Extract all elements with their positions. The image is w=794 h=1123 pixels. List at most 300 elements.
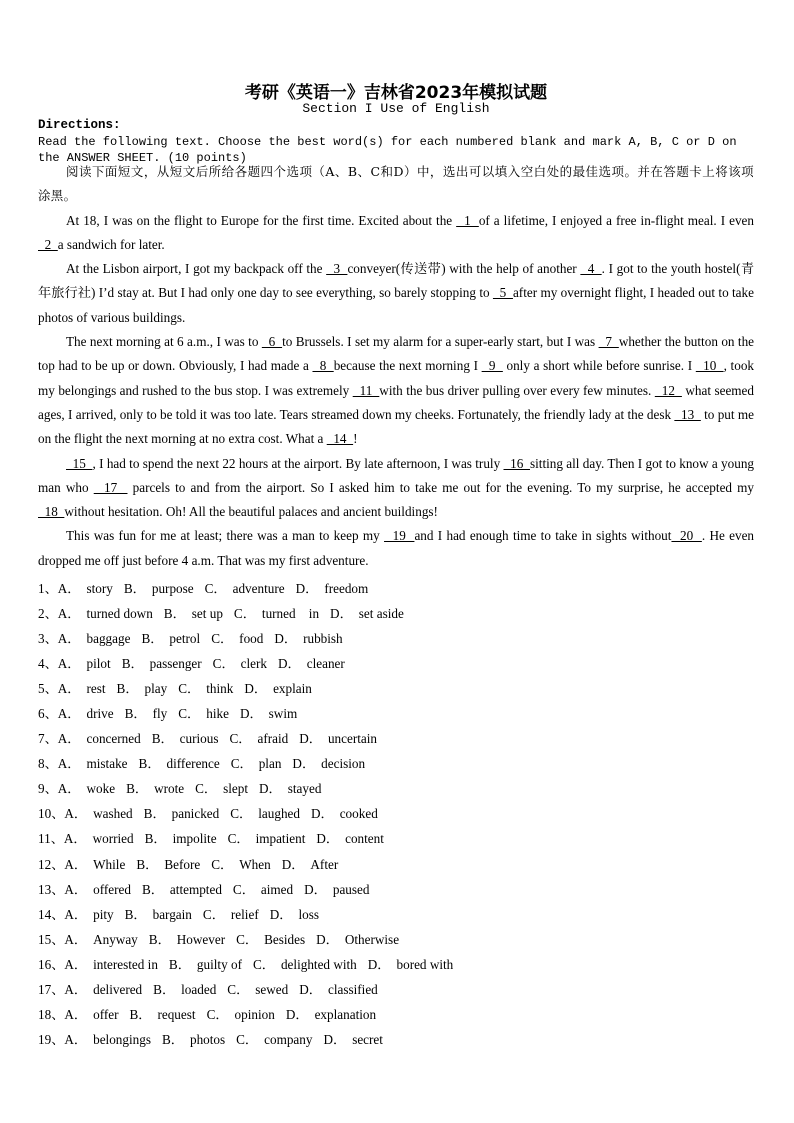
option-text: laughed bbox=[258, 806, 300, 822]
option-text: bargain bbox=[152, 906, 192, 922]
option-letter: B． bbox=[148, 931, 171, 947]
question-number: 4、 bbox=[38, 656, 58, 672]
option-text: offer bbox=[93, 1006, 119, 1022]
passage-text: , I had to spend the next 22 hours at the airport. By late afternoon, I was truly bbox=[92, 455, 504, 471]
option-letter: A． bbox=[57, 756, 81, 772]
option-letter: C． bbox=[212, 656, 235, 672]
passage-text: of a lifetime, I enjoyed a free in-flight meal. I even bbox=[478, 212, 755, 228]
answer-option[interactable] bbox=[299, 731, 377, 746]
option-text: difference bbox=[166, 756, 220, 772]
answer-option[interactable] bbox=[64, 857, 125, 872]
option-letter: C． bbox=[204, 581, 227, 596]
answer-option[interactable] bbox=[64, 957, 158, 972]
answer-option[interactable] bbox=[141, 631, 200, 646]
answer-option[interactable] bbox=[282, 857, 339, 872]
numbered-blank: 4 bbox=[580, 261, 602, 277]
option-text: When bbox=[239, 856, 271, 872]
option-letter: A． bbox=[57, 581, 81, 596]
question-number: 19、 bbox=[38, 1031, 65, 1047]
question-row bbox=[38, 701, 754, 726]
option-text: set aside bbox=[358, 606, 404, 622]
option-text: While bbox=[93, 856, 126, 872]
answer-option[interactable] bbox=[323, 1032, 382, 1047]
answer-option[interactable] bbox=[164, 606, 223, 621]
question-row bbox=[38, 726, 754, 751]
option-letter: A． bbox=[57, 656, 81, 672]
option-letter: C． bbox=[232, 881, 255, 897]
option-text: passenger bbox=[149, 656, 202, 672]
passage-text: , took my belongings and rushed to the bus stop. I was extremely bbox=[38, 358, 755, 398]
passage-text: what seemed ages, I arrived, only to be told it was too late. Tears streamed down my cheeks. Fortunately, the friendly lady at the desk bbox=[38, 382, 755, 422]
passage-text: with the bus driver pulling over every few minutes. bbox=[379, 382, 655, 398]
option-text: play bbox=[144, 681, 168, 697]
answer-option[interactable] bbox=[64, 982, 142, 997]
option-letter: B． bbox=[144, 831, 167, 847]
answer-option[interactable] bbox=[64, 932, 137, 947]
answer-option[interactable] bbox=[169, 957, 242, 972]
numbered-blank: 16 bbox=[503, 455, 530, 471]
question-options-list bbox=[38, 576, 754, 1052]
option-letter: D． bbox=[367, 956, 391, 972]
answer-option[interactable] bbox=[278, 656, 345, 671]
answer-option[interactable] bbox=[233, 882, 293, 897]
option-text: aimed bbox=[260, 881, 294, 897]
question-number: 10、 bbox=[38, 806, 65, 822]
option-text: purpose bbox=[151, 581, 194, 596]
answer-option[interactable] bbox=[125, 706, 168, 721]
option-letter: A． bbox=[63, 831, 87, 847]
option-letter: C． bbox=[236, 1031, 259, 1047]
question-row bbox=[38, 952, 754, 977]
passage-text: whether the button on the top had to be up or down. Obviously, I had made a bbox=[38, 334, 755, 374]
answer-option[interactable] bbox=[178, 706, 229, 721]
directions-chinese: 阅读下面短文，从短文后所给各题四个选项（A、B、C和D）中，选出可以填入空白处的最佳选项。并在答题卡上将该项涂黑。 bbox=[38, 164, 754, 204]
option-text: curious bbox=[179, 731, 219, 747]
option-text: impolite bbox=[172, 831, 217, 847]
answer-option[interactable] bbox=[58, 606, 153, 621]
answer-option[interactable] bbox=[259, 781, 321, 796]
option-text: petrol bbox=[169, 631, 201, 647]
answer-option[interactable] bbox=[296, 581, 369, 596]
option-letter: D． bbox=[330, 606, 353, 622]
option-text: delighted with bbox=[280, 956, 357, 972]
option-text: bored with bbox=[396, 956, 454, 972]
option-letter: D． bbox=[239, 706, 263, 722]
answer-option[interactable] bbox=[213, 656, 267, 671]
passage-text: The next morning at 6 a.m., I was to bbox=[66, 334, 262, 350]
numbered-blank: 3 bbox=[326, 261, 348, 277]
option-letter: A． bbox=[64, 956, 88, 972]
option-letter: B． bbox=[141, 881, 164, 897]
option-text: turned in bbox=[261, 606, 320, 622]
option-text: secret bbox=[352, 1031, 383, 1047]
directions-label: Directions: bbox=[38, 118, 121, 132]
passage-text: At 18, I was on the flight to Europe for the first time. Excited about the bbox=[66, 212, 457, 228]
passage-text: At the Lisbon airport, I got my backpack off the bbox=[66, 261, 327, 277]
answer-option[interactable] bbox=[64, 1007, 118, 1022]
option-text: story bbox=[86, 581, 113, 596]
option-letter: D． bbox=[274, 631, 298, 647]
answer-option[interactable] bbox=[58, 706, 114, 721]
option-text: pilot bbox=[86, 656, 111, 672]
directions-text: Read the following text. Choose the best word(s) for each numbered blank and mark A, B, C or D on the ANSWER SHEET. (10 points) bbox=[38, 135, 737, 165]
passage-text: . I got to the youth hostel(青年旅行社) I’d stay at. But I had only one day to see everything, so barely stopping to bbox=[38, 261, 755, 301]
option-text: uncertain bbox=[327, 731, 378, 747]
option-letter: A． bbox=[57, 706, 81, 722]
option-text: wrote bbox=[154, 781, 185, 797]
answer-option[interactable] bbox=[228, 831, 306, 846]
option-letter: A． bbox=[57, 781, 81, 797]
option-letter: C． bbox=[227, 831, 250, 847]
option-letter: B． bbox=[126, 781, 149, 797]
option-text: offered bbox=[93, 881, 131, 897]
option-text: baggage bbox=[86, 631, 131, 647]
option-text: guilty of bbox=[196, 956, 242, 972]
answer-option[interactable] bbox=[195, 781, 248, 796]
question-number: 1、 bbox=[38, 581, 58, 596]
option-letter: C． bbox=[230, 806, 253, 822]
option-letter: D． bbox=[295, 581, 319, 596]
option-text: sewed bbox=[255, 981, 289, 997]
option-text: mistake bbox=[86, 756, 128, 772]
option-text: cleaner bbox=[306, 656, 345, 672]
passage-paragraph bbox=[38, 330, 754, 451]
answer-option[interactable] bbox=[64, 806, 132, 821]
answer-option[interactable] bbox=[244, 681, 312, 696]
answer-option[interactable] bbox=[153, 982, 216, 997]
answer-option[interactable] bbox=[145, 831, 217, 846]
answer-option[interactable] bbox=[58, 656, 111, 671]
answer-option[interactable] bbox=[207, 1007, 275, 1022]
option-letter: A． bbox=[57, 731, 81, 747]
answer-option[interactable] bbox=[230, 806, 300, 821]
question-number: 2、 bbox=[38, 606, 58, 622]
section-subtitle: Section I Use of English bbox=[302, 101, 490, 116]
option-letter: C． bbox=[227, 981, 250, 997]
option-letter: C． bbox=[211, 856, 234, 872]
passage-text: This was fun for me at least; there was a man to keep my bbox=[66, 528, 385, 544]
numbered-blank: 12 bbox=[654, 382, 682, 398]
option-text: loaded bbox=[181, 981, 217, 997]
option-letter: C． bbox=[178, 706, 201, 722]
passage-text: only a short while before sunrise. I bbox=[502, 358, 696, 374]
option-letter: B． bbox=[136, 856, 159, 872]
option-letter: B． bbox=[124, 906, 147, 922]
option-letter: D． bbox=[316, 931, 339, 947]
option-text: panicked bbox=[171, 806, 220, 822]
option-letter: A． bbox=[57, 631, 81, 647]
option-letter: B． bbox=[141, 631, 164, 647]
answer-option[interactable] bbox=[126, 781, 184, 796]
passage-text: a sandwich for later. bbox=[57, 236, 165, 252]
option-letter: D． bbox=[310, 806, 334, 822]
passage-paragraph bbox=[38, 524, 754, 573]
numbered-blank: 13 bbox=[674, 406, 701, 422]
numbered-blank: 2 bbox=[38, 236, 58, 252]
option-letter: D． bbox=[259, 781, 282, 797]
question-row bbox=[38, 651, 754, 676]
option-text: afraid bbox=[257, 731, 289, 747]
answer-option[interactable] bbox=[129, 1007, 195, 1022]
answer-option[interactable] bbox=[286, 1007, 376, 1022]
numbered-blank: 19 bbox=[384, 528, 415, 544]
option-letter: D． bbox=[281, 856, 305, 872]
option-letter: A． bbox=[64, 906, 88, 922]
numbered-blank: 17 bbox=[93, 479, 128, 495]
passage-text: parcels to and from the airport. So I asked him to take me out for the evening. To my surprise, he accepted my bbox=[127, 479, 755, 495]
option-letter: A． bbox=[64, 856, 88, 872]
option-letter: C． bbox=[229, 731, 252, 747]
answer-option[interactable] bbox=[316, 932, 399, 947]
passage-paragraph bbox=[38, 257, 754, 330]
option-letter: B． bbox=[161, 1031, 184, 1047]
option-text: explain bbox=[273, 681, 312, 697]
option-text: decision bbox=[321, 756, 366, 772]
answer-option[interactable] bbox=[122, 656, 202, 671]
option-letter: C． bbox=[236, 931, 259, 947]
option-letter: D． bbox=[278, 656, 301, 672]
option-text: drive bbox=[86, 706, 114, 722]
question-row bbox=[38, 576, 754, 601]
option-text: pity bbox=[93, 906, 114, 922]
option-letter: A． bbox=[64, 931, 88, 947]
option-letter: B． bbox=[163, 606, 186, 622]
option-letter: A． bbox=[64, 981, 88, 997]
option-letter: A． bbox=[64, 1006, 88, 1022]
question-row bbox=[38, 877, 754, 902]
answer-option[interactable] bbox=[236, 1032, 312, 1047]
option-text: hike bbox=[206, 706, 229, 722]
numbered-blank: 5 bbox=[492, 285, 513, 301]
option-text: stayed bbox=[287, 781, 322, 797]
option-text: request bbox=[157, 1006, 196, 1022]
answer-option[interactable] bbox=[234, 606, 319, 621]
answer-option[interactable] bbox=[117, 681, 168, 696]
answer-option[interactable] bbox=[162, 1032, 225, 1047]
passage-text: conveyer(传送带) with the help of another bbox=[347, 261, 581, 277]
answer-option[interactable] bbox=[311, 806, 378, 821]
answer-option[interactable] bbox=[205, 581, 285, 596]
question-number: 14、 bbox=[38, 906, 65, 922]
numbered-blank: 15 bbox=[66, 455, 93, 471]
option-letter: C． bbox=[233, 606, 256, 622]
answer-option[interactable] bbox=[304, 882, 369, 897]
answer-option[interactable] bbox=[149, 932, 225, 947]
numbered-blank: 8 bbox=[312, 358, 334, 374]
passage-text: and I had enough time to take in sights without bbox=[414, 528, 672, 544]
question-row bbox=[38, 852, 754, 877]
option-text: food bbox=[239, 631, 264, 647]
question-row bbox=[38, 826, 754, 851]
option-text: cooked bbox=[339, 806, 378, 822]
answer-option[interactable] bbox=[316, 831, 384, 846]
option-text: After bbox=[310, 856, 339, 872]
answer-option[interactable] bbox=[240, 706, 297, 721]
numbered-blank: 20 bbox=[671, 528, 702, 544]
question-row bbox=[38, 927, 754, 952]
answer-option[interactable] bbox=[58, 731, 141, 746]
answer-option[interactable] bbox=[64, 882, 131, 897]
option-letter: B． bbox=[121, 656, 144, 672]
answer-option[interactable] bbox=[58, 781, 115, 796]
option-letter: D． bbox=[304, 881, 327, 897]
option-letter: C． bbox=[202, 906, 225, 922]
answer-option[interactable] bbox=[58, 631, 131, 646]
option-text: think bbox=[206, 681, 234, 697]
option-text: turned down bbox=[86, 606, 153, 622]
question-number: 9、 bbox=[38, 781, 58, 797]
question-row bbox=[38, 601, 754, 626]
option-letter: A． bbox=[57, 681, 81, 697]
answer-option[interactable] bbox=[64, 907, 113, 922]
question-number: 15、 bbox=[38, 931, 65, 947]
option-text: impatient bbox=[255, 831, 306, 847]
question-row bbox=[38, 751, 754, 776]
answer-option[interactable] bbox=[211, 631, 263, 646]
option-letter: D． bbox=[299, 731, 322, 747]
option-letter: B． bbox=[129, 1006, 152, 1022]
question-row bbox=[38, 977, 754, 1002]
answer-option[interactable] bbox=[136, 857, 200, 872]
option-text: Otherwise bbox=[344, 931, 400, 947]
option-text: set up bbox=[191, 606, 223, 622]
answer-option[interactable] bbox=[227, 982, 288, 997]
option-text: explanation bbox=[314, 1006, 377, 1022]
option-text: classified bbox=[327, 981, 378, 997]
option-text: loss bbox=[298, 906, 319, 922]
option-text: rubbish bbox=[303, 631, 343, 647]
option-text: freedom bbox=[324, 581, 369, 596]
option-text: washed bbox=[93, 806, 133, 822]
option-text: Besides bbox=[264, 931, 306, 947]
answer-option[interactable] bbox=[231, 756, 282, 771]
answer-option[interactable] bbox=[330, 606, 404, 621]
option-letter: D． bbox=[292, 756, 316, 772]
answer-option[interactable] bbox=[203, 907, 259, 922]
question-row bbox=[38, 801, 754, 826]
question-number: 5、 bbox=[38, 681, 58, 697]
answer-option[interactable] bbox=[274, 631, 342, 646]
option-letter: C． bbox=[195, 781, 218, 797]
question-number: 6、 bbox=[38, 706, 58, 722]
option-letter: B． bbox=[138, 756, 161, 772]
question-number: 18、 bbox=[38, 1006, 65, 1022]
question-number: 16、 bbox=[38, 956, 65, 972]
option-text: company bbox=[264, 1031, 313, 1047]
answer-option[interactable] bbox=[236, 932, 305, 947]
answer-option[interactable] bbox=[253, 957, 357, 972]
option-text: photos bbox=[189, 1031, 226, 1047]
numbered-blank: 14 bbox=[326, 431, 354, 447]
answer-option[interactable] bbox=[58, 581, 113, 596]
option-letter: D． bbox=[299, 981, 322, 997]
option-letter: A． bbox=[64, 806, 88, 822]
answer-option[interactable] bbox=[64, 831, 134, 846]
option-letter: A． bbox=[64, 1031, 88, 1047]
option-text: belongings bbox=[93, 1031, 151, 1047]
option-text: opinion bbox=[234, 1006, 275, 1022]
option-letter: B． bbox=[143, 806, 166, 822]
answer-option[interactable] bbox=[178, 681, 233, 696]
option-letter: B． bbox=[123, 581, 146, 596]
passage-text: ! bbox=[353, 431, 358, 447]
answer-option[interactable] bbox=[64, 1032, 151, 1047]
passage-text: because the next morning I bbox=[333, 358, 482, 374]
option-text: fly bbox=[152, 706, 168, 722]
cloze-passage bbox=[38, 160, 754, 573]
answer-option[interactable] bbox=[58, 681, 106, 696]
passage-body bbox=[38, 209, 754, 573]
passage-text: . He even dropped me off just before 4 a.m. That was my first adventure. bbox=[38, 528, 755, 568]
option-letter: B． bbox=[153, 981, 176, 997]
question-row bbox=[38, 776, 754, 801]
option-text: worried bbox=[92, 831, 134, 847]
passage-text: after my overnight flight, I headed out to take photos of various buildings. bbox=[38, 285, 754, 325]
option-letter: A． bbox=[64, 881, 88, 897]
answer-option[interactable] bbox=[230, 731, 289, 746]
option-text: paused bbox=[332, 881, 370, 897]
numbered-blank: 7 bbox=[598, 334, 619, 350]
numbered-blank: 9 bbox=[481, 358, 503, 374]
page-title: 考研《英语一》吉林省2023年模拟试题 bbox=[244, 83, 548, 103]
numbered-blank: 10 bbox=[695, 358, 724, 374]
question-row bbox=[38, 1002, 754, 1027]
question-number: 11、 bbox=[38, 831, 64, 847]
answer-option[interactable] bbox=[125, 907, 192, 922]
option-letter: D． bbox=[285, 1006, 309, 1022]
answer-option[interactable] bbox=[124, 581, 194, 596]
option-letter: C． bbox=[206, 1006, 229, 1022]
option-text: delivered bbox=[93, 981, 143, 997]
question-row bbox=[38, 1027, 754, 1052]
option-text: Before bbox=[164, 856, 201, 872]
answer-option[interactable] bbox=[270, 907, 319, 922]
option-letter: B． bbox=[124, 706, 147, 722]
option-text: adventure bbox=[232, 581, 285, 596]
passage-paragraph bbox=[38, 209, 754, 258]
answer-option[interactable] bbox=[144, 806, 220, 821]
question-number: 12、 bbox=[38, 856, 65, 872]
option-letter: C． bbox=[230, 756, 253, 772]
numbered-blank: 6 bbox=[261, 334, 283, 350]
numbered-blank: 11 bbox=[352, 382, 380, 398]
option-text: attempted bbox=[169, 881, 222, 897]
option-letter: B． bbox=[168, 956, 191, 972]
question-row bbox=[38, 676, 754, 701]
answer-option[interactable] bbox=[142, 882, 222, 897]
answer-option[interactable] bbox=[58, 756, 128, 771]
answer-option[interactable] bbox=[299, 982, 378, 997]
passage-text: to Brussels. I set my alarm for a super-early start, but I was bbox=[282, 334, 599, 350]
question-number: 17、 bbox=[38, 981, 65, 997]
option-letter: C． bbox=[211, 631, 234, 647]
answer-option[interactable] bbox=[139, 756, 220, 771]
answer-option[interactable] bbox=[292, 756, 365, 771]
passage-paragraph bbox=[38, 452, 754, 525]
answer-option[interactable] bbox=[152, 731, 219, 746]
option-text: swim bbox=[268, 706, 298, 722]
option-letter: D． bbox=[244, 681, 268, 697]
option-text: interested in bbox=[93, 956, 158, 972]
answer-option[interactable] bbox=[211, 857, 270, 872]
option-letter: A． bbox=[57, 606, 81, 622]
option-letter: C． bbox=[178, 681, 201, 697]
answer-option[interactable] bbox=[368, 957, 454, 972]
option-text: relief bbox=[230, 906, 259, 922]
option-text: concerned bbox=[86, 731, 141, 747]
option-text: rest bbox=[86, 681, 106, 697]
option-text: plan bbox=[258, 756, 282, 772]
